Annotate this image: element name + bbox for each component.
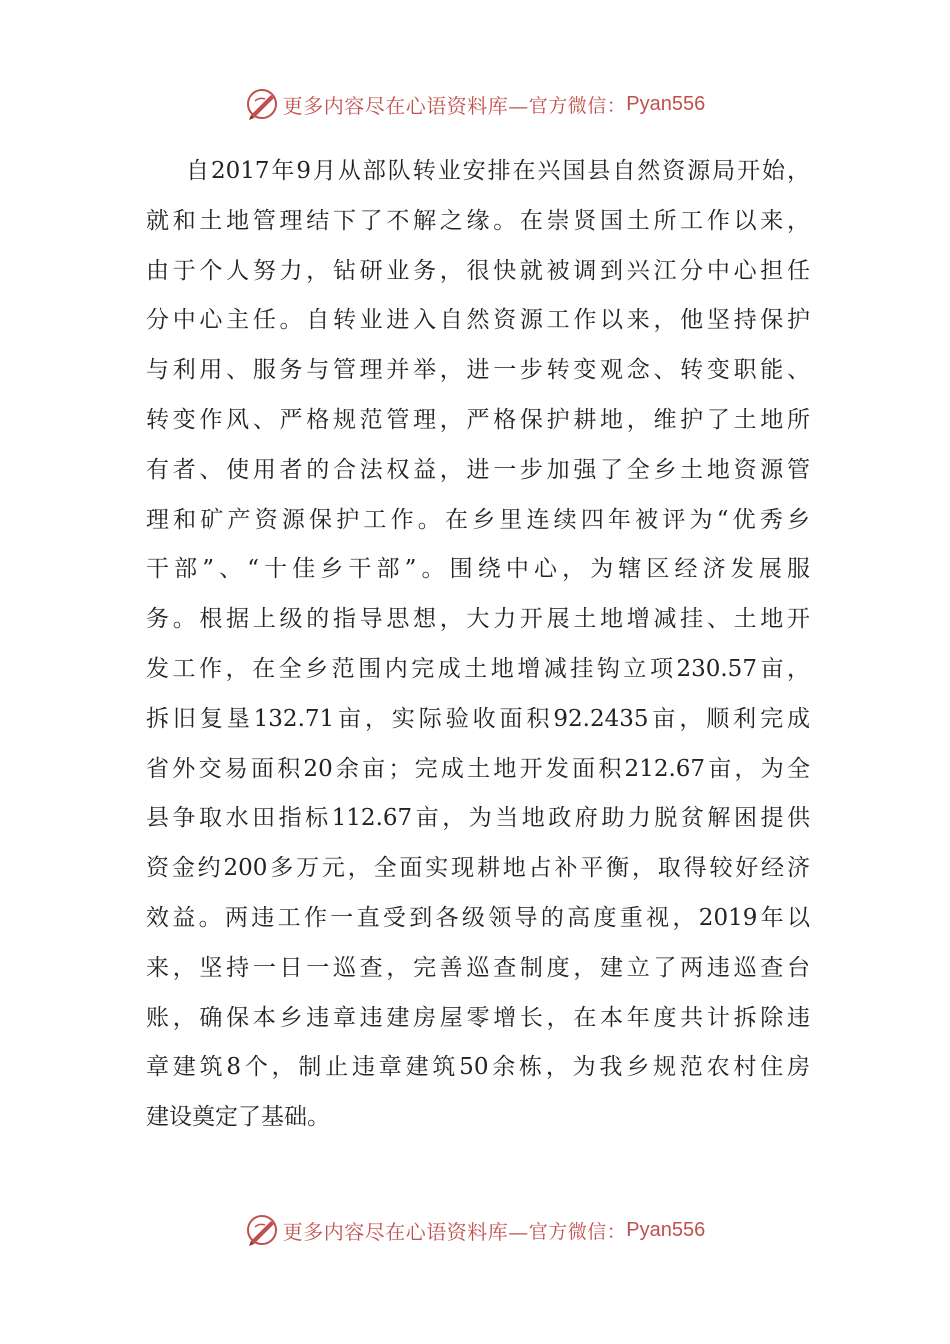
- body-line: 干部”、“十佳乡干部”。围绕中心，为辖区经济发展服: [146, 556, 810, 583]
- pen-logo-icon: [245, 87, 279, 121]
- body-line: 分中心主任。自转业进入自然资源工作以来，他坚持保护: [146, 307, 810, 334]
- body-line: 资金约200多万元，全面实现耕地占补平衡，取得较好经济: [146, 855, 810, 882]
- body-line: 账，确保本乡违章违建房屋零增长，在本年度共计拆除违: [146, 1004, 810, 1031]
- body-line: 县争取水田指标112.67亩，为当地政府助力脱贫解困提供: [146, 805, 810, 832]
- body-line: 与利用、服务与管理并举，进一步转变观念、转变职能、: [146, 357, 810, 384]
- footer-wechat-id: Pyan556: [626, 1218, 706, 1241]
- body-line: 由于个人努力，钻研业务，很快就被调到兴江分中心担任: [146, 257, 810, 284]
- banner-wechat-label: 官方微信：: [528, 94, 627, 117]
- body-line: 来，坚持一日一巡查，完善巡查制度，建立了两违巡查台: [146, 954, 810, 981]
- banner-wechat-id: Pyan556: [626, 92, 706, 115]
- body-line: 章建筑8个，制止违章建筑50余栋，为我乡规范农村住房: [146, 1054, 810, 1081]
- body-paragraph: [146, 147, 810, 1143]
- body-line: 发工作，在全乡范围内完成土地增减挂钩立项230.57亩，: [146, 655, 810, 682]
- pen-logo-icon: [245, 1213, 279, 1247]
- footer-banner: [0, 1210, 950, 1250]
- banner-text: 更多内容尽在心语资料库—: [282, 93, 529, 118]
- body-line: 理和矿产资源保护工作。在乡里连续四年被评为“优秀乡: [146, 506, 810, 533]
- body-line: 务。根据上级的指导思想，大力开展土地增减挂、土地开: [146, 606, 810, 633]
- body-line: 拆旧复垦132.71亩，实际验收面积92.2435亩，顺利完成: [146, 705, 810, 732]
- body-line: 效益。两违工作一直受到各级领导的高度重视，2019年以: [146, 904, 810, 931]
- footer-wechat-label: 官方微信：: [528, 1220, 627, 1243]
- body-line: 转变作风、严格规范管理，严格保护耕地，维护了土地所: [146, 406, 810, 433]
- body-line: 省外交易面积20余亩；完成土地开发面积212.67亩，为全: [146, 755, 810, 782]
- body-line: 就和土地管理结下了不解之缘。在崇贤国土所工作以来，: [146, 207, 810, 234]
- header-banner: [0, 84, 950, 124]
- footer-text: 更多内容尽在心语资料库—: [282, 1219, 529, 1244]
- body-line: 建设奠定了基础。: [146, 1104, 330, 1131]
- body-line: 有者、使用者的合法权益，进一步加强了全乡土地资源管: [146, 456, 810, 483]
- body-line: 自2017年9月从部队转业安排在兴国县自然资源局开始，: [186, 158, 810, 184]
